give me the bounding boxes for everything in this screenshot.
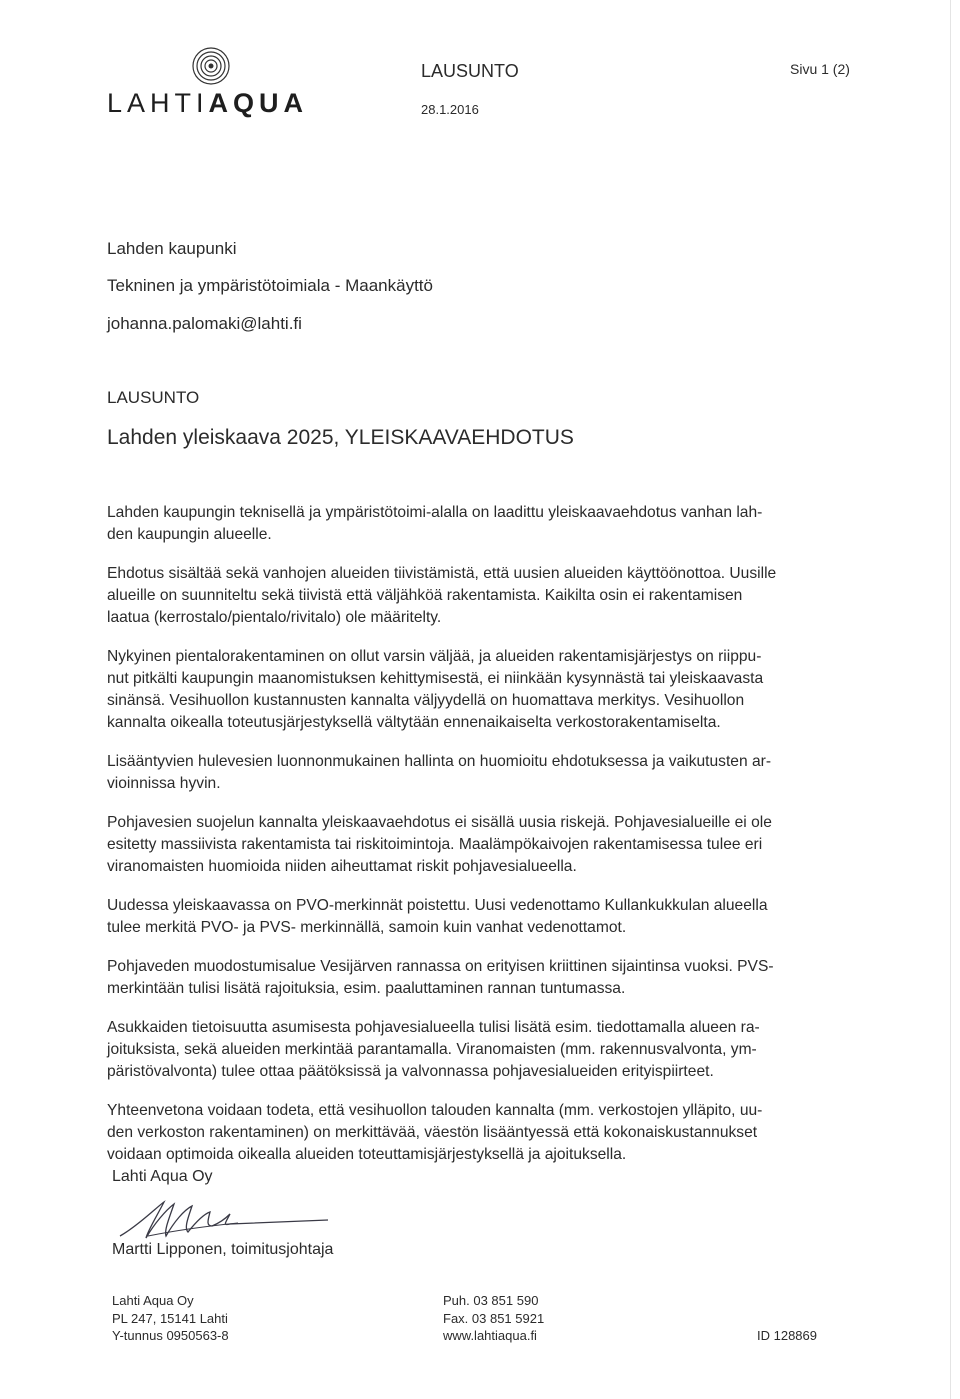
lahti-aqua-logo-icon — [191, 46, 231, 86]
paragraph-line: laatua (kerrostalo/pientalo/rivitalo) ole määritelty. — [107, 609, 442, 626]
paragraph-line: vioinnissa hyvin. — [107, 775, 221, 792]
paragraph-line: tulee merkitä PVO- ja PVS- merkinnällä, samoin kuin vanhat vedenottamot. — [107, 919, 627, 936]
paragraph-line: esitetty massiivista rakentamista tai riskitoimintoja. Maalämpökaivojen rakentamisessa tulee eri — [107, 836, 763, 853]
paragraph-line: den kaupungin alueelle. — [107, 526, 272, 543]
paragraph-line: alueille on suunniteltu sekä tiivistä että väljähköä rakentamista. Kaikilta osin ei rakentamisen — [107, 587, 743, 604]
paragraph — [107, 1017, 865, 1083]
paragraph-line: nut pitkälti kaupungin maanomistuksen kehittymisestä, ei niinkään kysynnästä tai yleiskaavasta — [107, 670, 764, 687]
paragraph-line: päristövalvonta) tulee ottaa päätöksissä ja valvonnassa pohjavesialueiden erityispiirteet. — [107, 1063, 714, 1080]
paragraph — [107, 895, 865, 939]
footer-line: PL 247, 15141 Lahti — [112, 1310, 228, 1326]
paragraph-line: Lisääntyvien hulevesien luonnonmukainen hallinta on huomioitu ehdotuksessa ja vaikutusten ar- — [107, 753, 772, 770]
paragraph-line: Asukkaiden tietoisuutta asumisesta pohjavesialueella tulisi lisätä esim. tiedottamalla alueen ra- — [107, 1019, 760, 1036]
paragraph-line: merkintään tulisi lisätä rajoituksia, esim. paaluttaminen rannan tuntumassa. — [107, 980, 626, 997]
document-date: 28.1.2016 — [421, 102, 479, 117]
handwritten-signature — [118, 1196, 338, 1244]
signer-name: Martti Lipponen, toimitusjohtaja — [112, 1241, 334, 1258]
page-number: Sivu 1 (2) — [790, 61, 850, 77]
paragraph-line: voidaan optimoida oikealla alueiden toteuttamisjärjestyksellä ja ajoituksella. — [107, 1146, 627, 1163]
paragraph — [107, 1100, 865, 1166]
recipient-organization: Lahden kaupunki — [107, 239, 237, 258]
document-type: LAUSUNTO — [421, 61, 519, 81]
footer-line: Lahti Aqua Oy — [112, 1293, 194, 1308]
paragraph-line: Uudessa yleiskaavassa on PVO-merkinnät poistettu. Uusi vedenottamo Kullankukkulan alueella — [107, 897, 768, 914]
paragraph — [107, 751, 865, 795]
footer-contact — [443, 1292, 544, 1345]
paragraph-line: joituksista, sekä alueiden merkintää parantamalla. Viranomaisten (mm. rakennusvalvonta, ym- — [107, 1041, 757, 1058]
footer-address — [112, 1292, 229, 1345]
paragraph-line: viranomaisten huomioida niiden aiheuttamat riskit pohjavesialueella. — [107, 858, 577, 875]
recipient-email: johanna.palomaki@lahti.fi — [107, 314, 302, 333]
paragraph-line: Pohjavesien suojelun kannalta yleiskaavaehdotus ei sisällä uusia riskejä. Pohjavesialueille ei ole — [107, 814, 772, 831]
paragraph — [107, 646, 865, 734]
section-label: LAUSUNTO — [107, 388, 200, 407]
paragraph — [107, 956, 865, 1000]
logo-wordmark-light: LAHTI — [107, 88, 209, 118]
paragraph-line: Yhteenvetona voidaan todeta, että vesihuollon talouden kannalta (mm. verkostojen ylläpito, uu- — [107, 1102, 763, 1119]
footer-line: Fax. 03 851 5921 — [443, 1310, 545, 1326]
document-id: ID 128869 — [757, 1328, 817, 1343]
paragraph-line: Pohjaveden muodostumisalue Vesijärven rannassa on erityisen kriittinen sijaintinsa vuoksi. PVS- — [107, 958, 774, 975]
paragraph — [107, 502, 865, 546]
paragraph-line: Lahden kaupungin teknisellä ja ympäristötoimi-alalla on laadittu yleiskaavaehdotus vanhan lah- — [107, 504, 763, 521]
footer-line: www.lahtiaqua.fi — [443, 1328, 537, 1343]
logo-wordmark-bold: AQUA — [208, 88, 309, 118]
paragraph-line: Nykyinen pientalorakentaminen on ollut varsin väljää, ja alueiden rakentamisjärjestys on riippu- — [107, 648, 762, 665]
logo-wordmark — [107, 88, 308, 119]
signing-company: Lahti Aqua Oy — [112, 1168, 213, 1185]
paragraph — [107, 563, 865, 629]
footer-line: Puh. 03 851 590 — [443, 1293, 539, 1308]
paragraph — [107, 812, 865, 878]
scan-edge — [950, 0, 951, 1399]
letter-body — [107, 502, 865, 1183]
document-title: Lahden yleiskaava 2025, YLEISKAAVAEHDOTUS — [107, 426, 574, 449]
paragraph-line: kannalta oikealla toteutusjärjestyksellä vältytään ennenaikaiselta verkostorakentamiselta. — [107, 714, 721, 731]
paragraph-line: sinänsä. Vesihuollon kustannusten kannalta väljyydellä on huomattava merkitys. Vesihuollon — [107, 692, 745, 709]
footer-line: Y-tunnus 0950563-8 — [112, 1328, 229, 1343]
paragraph-line: den verkoston rakentaminen) on merkittävää, väestön lisääntyessä että kokonaiskustannukset — [107, 1124, 758, 1141]
paragraph-line: Ehdotus sisältää sekä vanhojen alueiden tiivistämistä, että uusien alueiden käyttöönottoa. Uusille — [107, 565, 777, 582]
recipient-department: Tekninen ja ympäristötoimiala - Maankäyttö — [107, 276, 433, 295]
